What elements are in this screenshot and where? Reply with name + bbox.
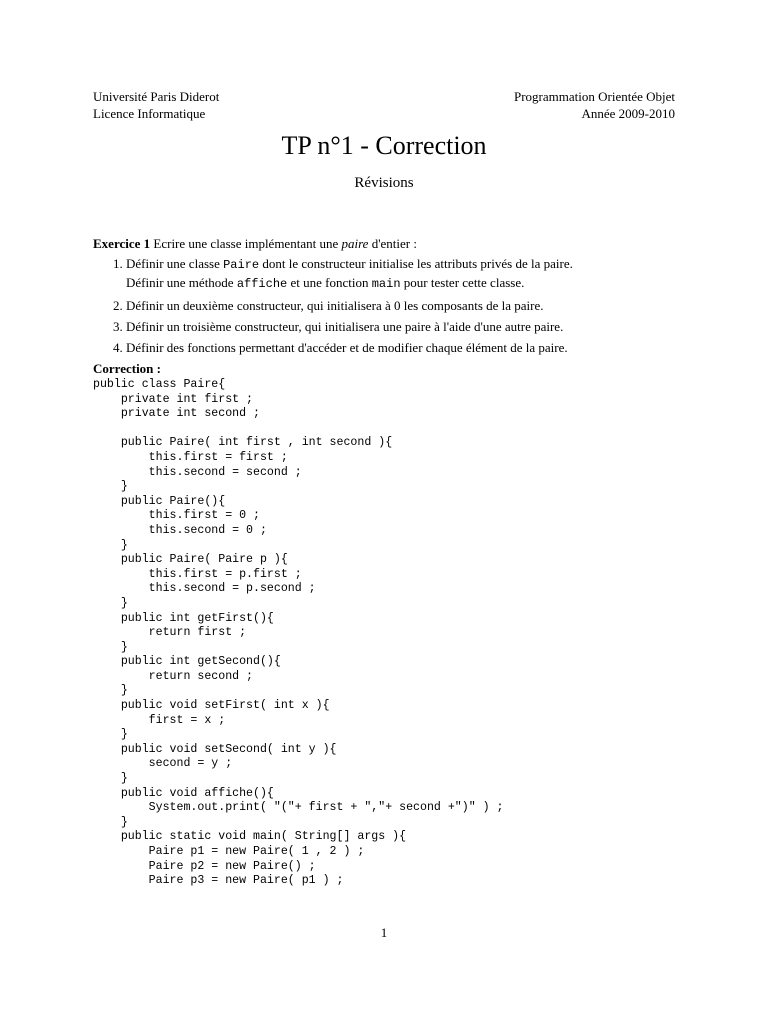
course-name: Programmation Orientée Objet [513,89,675,104]
code-line: this.first = first ; [93,450,288,464]
item-1-text-d: et une fonction [290,275,369,290]
code-line: public Paire(){ [93,494,226,508]
program-name: Licence Informatique [93,106,206,121]
item-1-text-b: dont le constructeur initialise les attributs privés de la paire. [262,256,573,271]
page-title: TP n°1 - Correction [281,131,487,160]
code-line: } [93,480,128,494]
intro-after: d'entier : [371,236,417,251]
code-line: } [93,772,128,786]
header-right [514,88,675,122]
code-line: this.second = p.second ; [93,582,316,596]
code-line: public void setSecond( int y ){ [93,742,337,756]
item-1-text-a: Définir une classe [126,256,220,271]
correction-label: Correction : [93,361,161,376]
item-1-text-e: pour tester cette classe. [403,275,525,290]
code-line: this.second = second ; [93,465,302,479]
code-line: public int getSecond(){ [93,655,281,669]
page-number: 1 [380,925,388,940]
code-line: this.first = 0 ; [93,509,260,523]
code-line: System.out.print( "("+ first + ","+ second +")" ) ; [93,801,504,815]
code-line: } [93,640,128,654]
code-listing [93,378,504,889]
code-line: } [93,596,128,610]
code-line: } [93,684,128,698]
exercise-item-4: 4. Définir des fonctions permettant d'accéder et de modifier chaque élément de la paire. [126,339,678,356]
exercise-block [93,235,678,377]
exercise-item-2: 2. Définir un deuxième constructeur, qui initialisera à 0 les composants de la paire. [126,297,678,314]
code-line: return first ; [93,626,247,640]
item-1-code-paire: Paire [223,258,260,272]
item-1-text-c: Définir une méthode [126,275,234,290]
header-left [93,88,219,122]
code-line: public int getFirst(){ [93,611,274,625]
code-line: public void affiche(){ [93,786,274,800]
exercise-label: Exercice 1 [93,236,151,251]
code-line: } [93,538,128,552]
exercise-intro [93,235,678,252]
code-line: Paire p2 = new Paire() ; [93,859,316,873]
code-line: Paire p3 = new Paire( p1 ) ; [93,874,344,888]
code-line: } [93,728,128,742]
exercise-item-1 [126,255,678,293]
exercise-list [93,255,678,356]
code-line: Paire p1 = new Paire( 1 , 2 ) ; [93,845,365,858]
code-line: } [93,815,128,829]
item-1-line2 [126,274,678,293]
item-1-code-affiche: affiche [236,277,288,291]
code-line: private int second ; [93,407,260,421]
academic-year: Année 2009-2010 [581,106,675,121]
code-line: first = x ; [93,713,226,727]
code-line: return second ; [93,669,254,683]
exercise-item-3: 3. Définir un troisième constructeur, qui initialisera une paire à l'aide d'une autre paire. [126,318,678,335]
code-line: this.first = p.first ; [93,567,302,581]
item-1-code-main: main [371,277,401,291]
code-line: public Paire( Paire p ){ [93,553,288,567]
code-line: public void setFirst( int x ){ [93,699,330,713]
intro-italic: paire [341,236,369,251]
code-line: second = y ; [93,757,233,771]
university-name: Université Paris Diderot [93,89,220,104]
code-line: this.second = 0 ; [93,523,267,537]
code-line: public Paire( int first , int second ){ [93,436,393,450]
code-line: public static void main( String[] args ){ [93,830,407,844]
code-line: public class Paire{ [93,378,226,391]
code-line: private int first ; [93,392,254,406]
page-subtitle: Révisions [354,175,414,191]
intro-before: Ecrire une classe implémentant une [153,236,339,251]
